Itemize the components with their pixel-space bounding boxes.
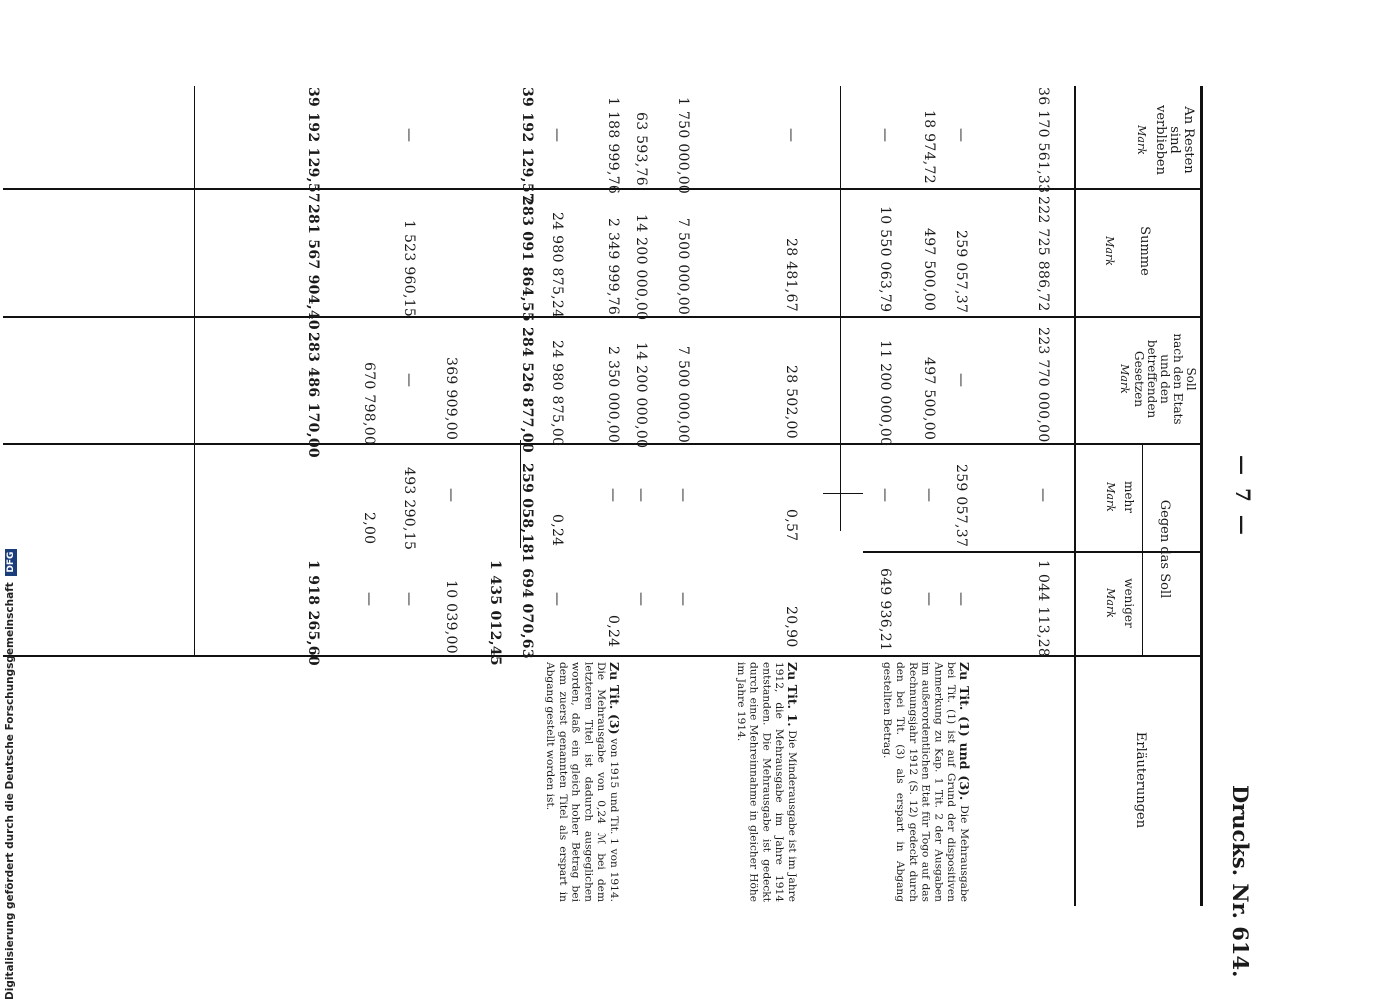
column-header-weniger: weniger Mark [1104, 578, 1136, 628]
column-divider [3, 655, 1203, 657]
lower1-weniger-value: 10 039,00 [443, 580, 459, 654]
column-divider [863, 551, 1203, 553]
note-3 [528, 662, 620, 902]
row3-reste-value: 18 974,72 [921, 110, 937, 184]
lower1-soll-value: 369 909,00 [443, 357, 459, 441]
row8-mehr-value: — [605, 488, 621, 503]
row6-reste-value: 1 750 000,00 [675, 97, 691, 195]
row2-reste-value: — [953, 128, 969, 143]
dfg-logo: DFG [5, 549, 17, 576]
column-divider [3, 188, 1203, 190]
row5-soll-value: 28 502,00 [783, 365, 799, 439]
row7-reste-value: 63 593,76 [633, 112, 649, 186]
lower2-soll-value: — [401, 373, 417, 388]
lower2-summe-value: 1 523 960,15 [401, 220, 417, 318]
footer-text: Digitalisierung gefördert durch die Deutsche Forschungsgemeinschaft [4, 582, 16, 1000]
row4-mehr-value: — [877, 488, 893, 503]
row6-summe-value: 7 500 000,00 [675, 218, 691, 316]
row1-reste-value: 36 170 561,33 [1035, 87, 1051, 194]
footer [4, 0, 20, 1000]
header-bottom-rule [1074, 86, 1076, 906]
row2-mehr-value: 259 057,37 [953, 464, 969, 548]
row7-weniger-value: — [633, 592, 649, 607]
table-top-rule [1201, 86, 1204, 906]
subtotal-summe-value: 283 091 864,55 [519, 196, 535, 322]
column-header-gegen-das-soll: Gegen das Soll [1157, 499, 1172, 599]
subtotal-weniger-value: 1 694 070,63 [519, 553, 535, 659]
row5-weniger-value: 20,90 [783, 606, 799, 648]
document-id: Drucks. Nr. 614. [1228, 785, 1253, 978]
lower2-mehr-value: 493 290,15 [401, 467, 417, 551]
row5-summe-value: 28 481,67 [783, 238, 799, 312]
row5-mehr-value: 0,57 [783, 509, 799, 542]
row7-summe-value: 14 200 000,00 [633, 214, 649, 321]
row4-weniger-value: 649 936,21 [877, 568, 893, 652]
row3-weniger-value: — [921, 592, 937, 607]
lower3-mehr-value: 2,00 [361, 512, 377, 545]
total-weniger-value: 1 918 265,60 [305, 560, 321, 666]
row9-summe-value: 24 980 875,24 [549, 212, 565, 319]
row8-summe-value: 2 349 999,76 [605, 218, 621, 316]
row8-soll-value: 2 350 000,00 [605, 346, 621, 444]
column-divider [3, 316, 1203, 318]
row9-reste-value: — [549, 128, 565, 143]
row2-weniger-value: — [953, 592, 969, 607]
row1-soll-value: 223 770 000,00 [1035, 327, 1051, 443]
subtotal-reste-value: 39 192 129,57 [519, 87, 535, 203]
row3-summe-value: 497 500,00 [921, 228, 937, 312]
row9-soll-value: 24 980 875,00 [549, 340, 565, 447]
note-2-text: Die Minderausgabe ist im Jahre 1912, die Mehrausgabe im Jahre 1914 entstanden. Die Mehrausgabe ist gedeckt durch eine Mehreinnahme in gleicher Höhe im Jahre 1914. [734, 662, 798, 902]
note-3-title: Zu Tit. (3) [607, 662, 622, 735]
row9-mehr-value: 0,24 [549, 514, 565, 547]
row8-weniger-value: 0,24 [605, 615, 621, 648]
row1-mehr-value: — [1035, 488, 1051, 503]
note-1-text: Die Mehrausgabe bei Tit. (1) ist auf Grund der dispositiven Anmerkung zu Kap. 1 Tit. 2 der Ausgaben im außerordentlichen Etat für Togo auf das Rechnungsjahr 1912 (S. 12) gedeckt durch den bei Tit. (3) als erspart in Abgang gestellten Betrag. [881, 662, 970, 903]
row5-reste-value: — [783, 128, 799, 143]
note-1 [862, 662, 970, 902]
note-2 [706, 662, 798, 902]
page-number: — 7 — [1231, 455, 1255, 538]
row3-soll-value: 497 500,00 [921, 357, 937, 441]
subtotal-difference-value: 1 435 012,45 [487, 560, 503, 666]
note-2-title: Zu Tit. 1. [785, 662, 800, 727]
total-rule [194, 86, 195, 656]
subtotal-mehr-value: 259 058,18 [519, 463, 535, 554]
row2-summe-value: 259 057,37 [953, 230, 969, 314]
row6-weniger-value: — [675, 592, 691, 607]
note-1-title: Zu Tit. (1) und (3). [957, 662, 972, 801]
header-split-rule [1142, 443, 1143, 655]
row7-soll-value: 14 200 000,00 [633, 342, 649, 449]
lower3-soll-value: 670 798,00 [361, 362, 377, 446]
row6-mehr-value: — [675, 488, 691, 503]
row4-summe-value: 10 550 063,79 [877, 206, 893, 313]
total-summe-value: 281 567 904,40 [305, 204, 321, 330]
column-header-mehr: mehr Mark [1104, 481, 1136, 513]
row3-mehr-value: — [921, 488, 937, 503]
row7-mehr-value: — [633, 488, 649, 503]
lower1-mehr-value: — [443, 488, 459, 503]
lower2-weniger-value: — [401, 592, 417, 607]
row2-soll-value: — [953, 373, 969, 388]
column-header-erlaeuterungen: Erläuterungen [1133, 731, 1148, 829]
subtotal-rule [840, 86, 841, 531]
row4-soll-value: 11 200 000,00 [877, 340, 893, 447]
column-divider [3, 443, 1203, 445]
note-3-text: von 1915 und Tit. 1 von 1914. Die Mehrausgabe von 0,24 ℳ bei dem letzteren Titel ist dadurch ausgeglichen worden, daß ein gleich hoher Betrag bei dem zuerst genannten Titel als erspart in Abgang gestellt worden ist. [544, 662, 620, 902]
row1-summe-value: 222 725 886,72 [1035, 196, 1051, 312]
row1-weniger-value: 1 044 113,28 [1035, 560, 1051, 658]
total-reste-value: 39 192 129,57 [305, 87, 321, 203]
column-header-reste: An Resten sind verblieben Mark [1134, 105, 1196, 175]
row6-soll-value: 7 500 000,00 [675, 346, 691, 444]
subtotal-soll-value: 284 526 877,00 [519, 327, 535, 453]
column-header-soll: Soll nach den Etats und den betreffenden Gesetzen Mark [1118, 333, 1198, 425]
column-header-summe: Summe Mark [1102, 226, 1152, 276]
row4-reste-value: — [877, 128, 893, 143]
row9-weniger-value: — [549, 592, 565, 607]
lower2-reste-value: — [401, 128, 417, 143]
row8-reste-value: 1 188 999,76 [605, 97, 621, 195]
lower3-weniger-value: — [361, 592, 377, 607]
total-soll-value: 283 486 170,00 [305, 332, 321, 458]
subtotal-bracket [823, 493, 863, 494]
